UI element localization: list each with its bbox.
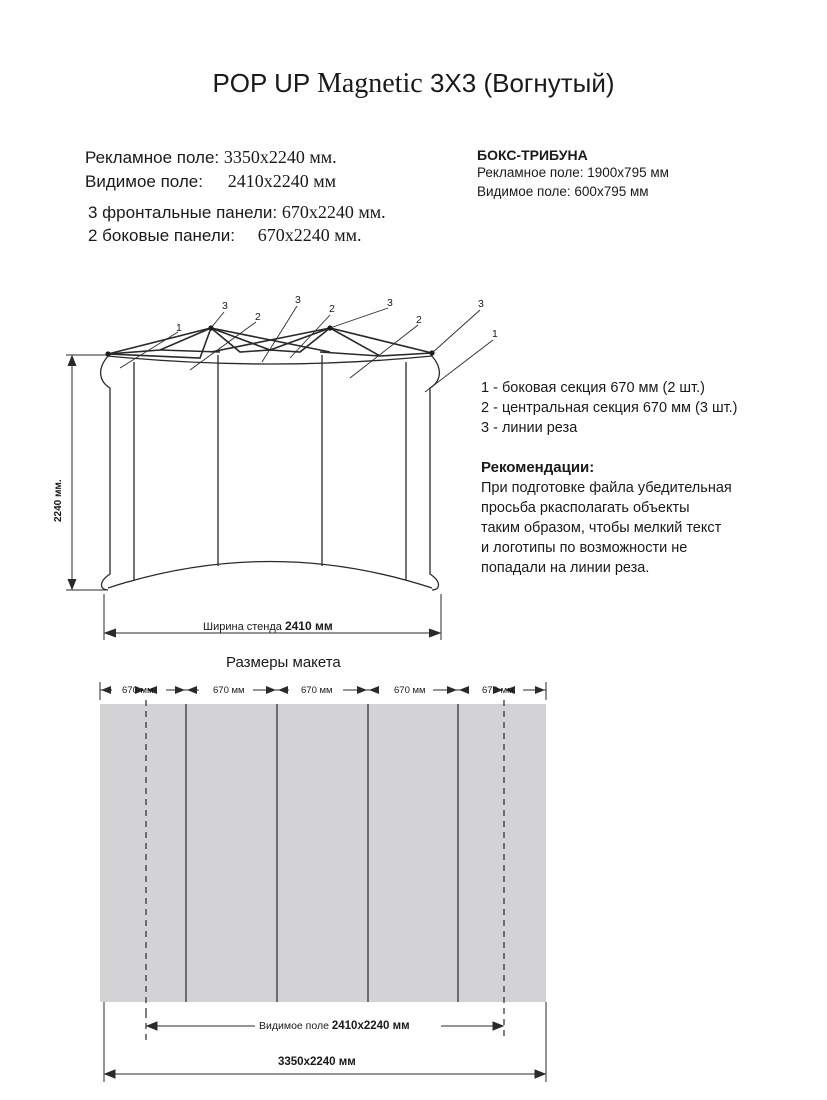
width-label: Ширина стенда 2410 мм	[203, 619, 333, 633]
visible-field-label: Видимое поле 2410x2240 мм	[259, 1020, 410, 1032]
spec-value: 670x2240 мм.	[281, 202, 386, 222]
stand-bottom-edge	[108, 562, 432, 589]
callout-number: 3	[387, 297, 393, 309]
box-visible-field: Видимое поле: 600x795 мм	[477, 184, 649, 199]
width-dimension	[104, 594, 441, 640]
title-part-2: Magnetic	[316, 68, 423, 99]
frame-truss	[108, 328, 432, 358]
layout-panel	[100, 704, 546, 1002]
legend-item-1: 1 - боковая секция 670 мм (2 шт.)	[481, 380, 705, 396]
spec-label: 3 фронтальные панели:	[88, 203, 278, 222]
stand-right-cap	[430, 356, 439, 590]
callout-number: 2	[416, 314, 422, 326]
title-part-1: POP UP	[212, 68, 310, 98]
callout-number: 1	[176, 322, 182, 334]
legend-item-3: 3 - линии реза	[481, 420, 578, 436]
segment-label: 670 мм	[122, 685, 154, 696]
spec-value: 670x2240 мм.	[257, 225, 362, 245]
callout-leaders	[120, 306, 493, 392]
callout-number: 2	[255, 311, 261, 323]
spec-label: Рекламное поле:	[85, 148, 220, 167]
segment-label: 670 мм	[213, 685, 245, 696]
callout-number: 2	[329, 303, 335, 315]
callout-number: 3	[478, 298, 484, 310]
height-dimension	[66, 355, 108, 590]
callout-number: 3	[222, 300, 228, 312]
spec-value: 3350x2240 мм.	[223, 147, 337, 167]
total-dimension	[104, 1002, 546, 1082]
spec-value: 2410x2240 мм	[227, 171, 336, 191]
layout-title: Размеры макета	[226, 654, 341, 671]
height-label: 2240 мм.	[53, 479, 64, 522]
title-part-3: 3X3 (Вогнутый)	[429, 68, 615, 98]
segment-label: 670 мм	[394, 685, 426, 696]
total-size-label: 3350x2240 мм	[278, 1056, 356, 1068]
stand-left-cap	[101, 356, 110, 590]
recommendations-line: просьба ркасполагать объекты	[481, 500, 690, 516]
segment-label: 670 мм	[301, 685, 333, 696]
callout-number: 3	[295, 294, 301, 306]
stand-top-edge	[108, 356, 432, 364]
recommendations-title: Рекомендации:	[481, 459, 595, 476]
recommendations-line: попадали на линии реза.	[481, 560, 650, 576]
callout-number: 1	[492, 328, 498, 340]
segment-label: 670 мм	[482, 685, 514, 696]
spec-label: 2 боковые панели:	[88, 226, 235, 245]
box-advert-field: Рекламное поле: 1900x795 мм	[477, 165, 669, 180]
recommendations-line: таким образом, чтобы мелкий текст	[481, 520, 722, 536]
recommendations-line: и логотипы по возможности не	[481, 540, 688, 556]
spec-label: Видимое поле:	[85, 172, 203, 191]
box-title: БОКС-ТРИБУНА	[477, 147, 588, 163]
recommendations-line: При подготовке файла убедительная	[481, 480, 732, 496]
legend-item-2: 2 - центральная секция 670 мм (3 шт.)	[481, 400, 738, 416]
